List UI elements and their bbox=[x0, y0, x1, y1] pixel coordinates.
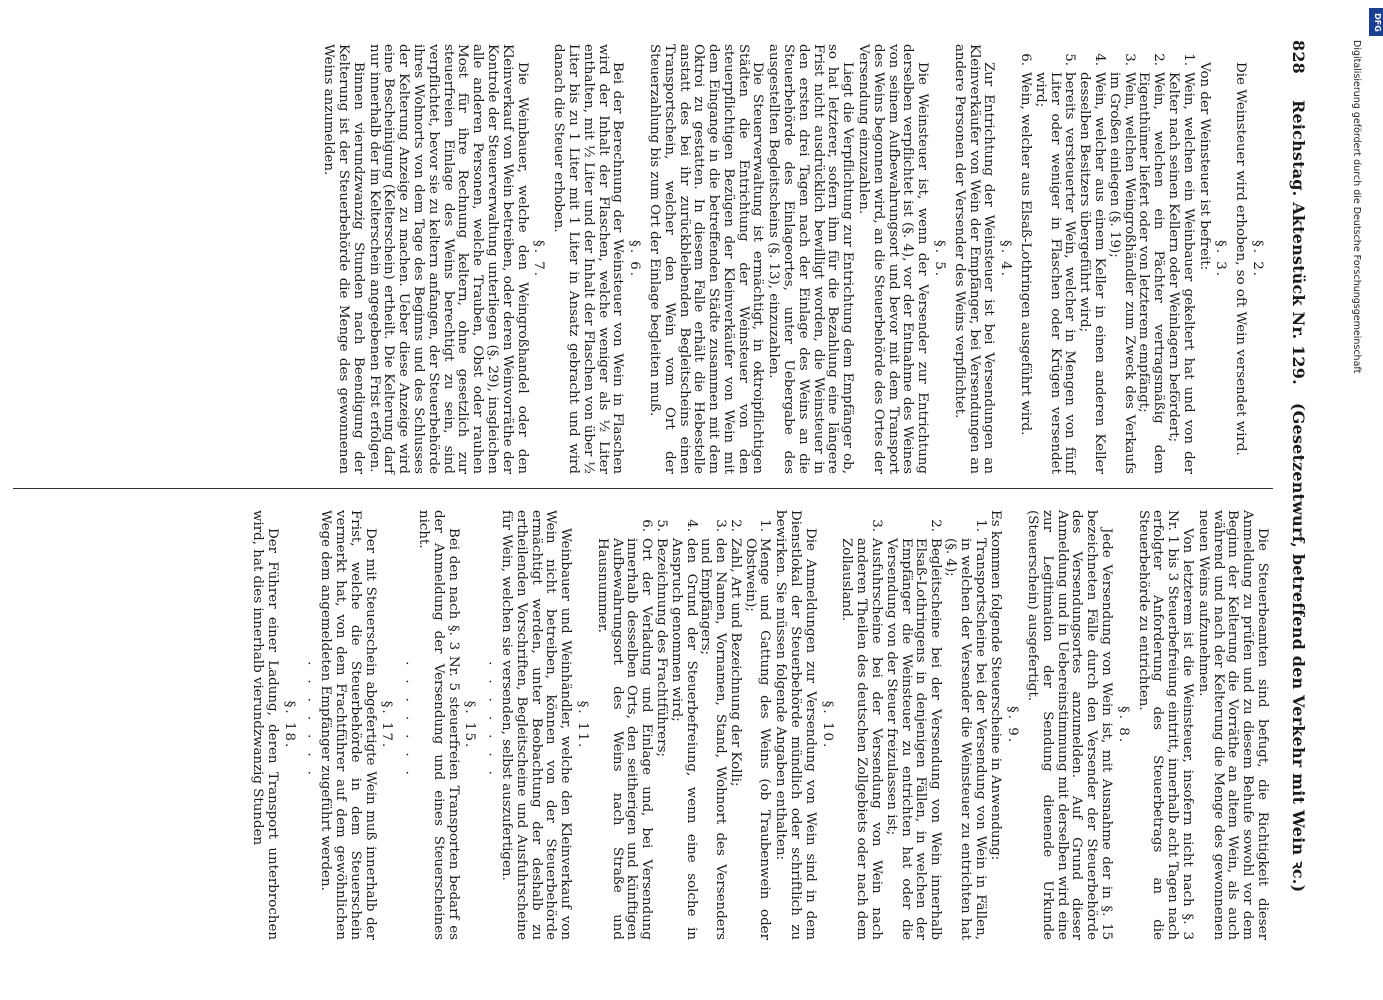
paragraph: Der Führer einer Ladung, deren Transport unterbrochen wird, hat dies innerhalb vierundzwanzig Stunden bbox=[250, 510, 280, 940]
rotated-page bbox=[5, 40, 1308, 960]
section-heading: §. 8. bbox=[1115, 706, 1131, 744]
section-heading: §. 7. bbox=[531, 240, 547, 278]
section-heading: §. 15. bbox=[462, 700, 478, 750]
section-heading: §. 17. bbox=[379, 700, 395, 750]
paragraph: Die Steuerverwaltung ist ermächtigt, in oktroipflichtigen Städten die Entrichtung der Weinsteuer von den steuerpflichtigen Bezügen der Kleinverkäufer von Wein mit dem Eingange in die betreffenden Städte zusammen mit dem Oktroi zu gestatten. In diesem Falle erhält die Hebestelle anstatt des bei ihr zurückbleibenden Begleitscheins einen Transportschein, welcher den Wein vom Ort der Steuerzahlung bis zum Ort der Einlage begleiten muß. bbox=[646, 44, 766, 474]
running-head bbox=[1281, 40, 1308, 960]
paragraph: Die Weinbauer, welche den Weingroßhandel oder den Kleinverkauf von Wein betreiben, oder deren Weinvorräthe der Kontrole der Steuerverwaltung unterliegen (§. 29), insgleichen alle anderen Personen, welche Trauben, Obst oder rauhen Most für ihre Rechnung keltern, ohne gesetzlich zur steuerfreien Einlage des Weins berechtigt zu sein, sind verpflichtet, bevor sie zu keltern anfangen, der Steuerbehörde ihres Wohnorts von dem Tage des Beginns und des Schlusses der Kelterung Anzeige zu machen. Ueber diese Anzeige wird eine Bescheinigung (Kelterschein) ertheilt. Die Kelterung darf nur innerhalb der im Kelterschein angegebenen Frist erfolgen. bbox=[366, 44, 530, 474]
list-item: 3. Ausfuhrscheine bei der Versendung von Wein nach anderen Theilen des deutschen Zollgebiets oder nach dem Zollausland. bbox=[839, 519, 885, 940]
paragraph: Weinbauer und Weinhändler, welche den Kleinverkauf von Wein nicht betreiben, können von der Steuerbehörde ermächtigt werden, unter Beobachtung der deshalb zu ertheilenden Vorschriften, Begleitscheine und Ausfuhrscheine für Wein, welchen sie versenden, selbst auszufertigen. bbox=[498, 510, 574, 940]
section-heading: §. 10. bbox=[819, 700, 835, 750]
omission-dots: ······· bbox=[301, 661, 317, 789]
list-item: 1. Transportscheine bei der Versendung von Wein in Fällen, in welchen der Versender die Weinsteuer zu entrichten hat (§. 4); bbox=[943, 519, 988, 940]
list-item: 6. Ort der Verladung und Einlage und, bei Versendung innerhalb desselben Orts, den seitherigen und künftigen Aufbewahrungsort des Weins nach Straße und Hausnummer. bbox=[594, 519, 655, 940]
list-item: 1. Menge und Gattung des Weins (ob Traubenwein oder Obstwein); bbox=[742, 519, 773, 940]
paragraph: Liegt die Verpflichtung zur Entrichtung dem Empfänger ob, so hat letzterer, sofern ihm für die Bezahlung eine längere Frist nicht ausdrücklich bewilligt worden, die Weinsteuer in den ersten drei Tagen nach der Einlage des Weins an die Steuerbehörde des Einlageortes, unter Uebergabe des ausgestellten Begleitscheins (§. 13), einzuzahlen. bbox=[766, 44, 856, 474]
right-column bbox=[248, 510, 1269, 940]
page-title: (Gesetzentwurf, betreffend den Verkehr mit Wein ꝛc.) bbox=[1289, 402, 1308, 893]
list-item: 1. Wein, welchen ein Weinbauer gekeltert hat und von der Kelter nach seinen Kellern oder Weinlagern befördert; bbox=[1166, 53, 1196, 474]
certificate-list bbox=[839, 510, 987, 940]
section-heading: §. 6. bbox=[627, 240, 643, 278]
paragraph: Bei der Berechnung der Weinsteuer von Wein in Flaschen wird der Inhalt der Flaschen, welche weniger als ½ Liter enthalten, mit ½ Liter und der Inhalt der Flaschen von über ½ Liter bis zu 1 Liter mit 1 Liter in Ansatz gebracht und wird danach die Steuer erhoben. bbox=[551, 44, 626, 474]
section-heading: §. 9. bbox=[1005, 706, 1021, 744]
list-item: 3. den Namen, Vornamen, Stand, Wohnort des Versenders und Empfängers; bbox=[698, 519, 729, 940]
paragraph: Von der Weinsteuer ist befreit: bbox=[1196, 62, 1212, 271]
section-heading: §. 2. bbox=[1250, 240, 1265, 278]
paragraph: Von letzterem ist die Weinsteuer, insofern nicht nach §. 3 Nr. 1 bis 3 Steuerbefreiung eintritt, innerhalb acht Tagen nach erfolgter Anforderung des Steuerbetrags an die Steuerbehörde zu entrichten. bbox=[1135, 510, 1196, 940]
list-item: 5. Bezeichnung des Frachtführers; bbox=[653, 519, 669, 757]
declaration-list bbox=[594, 510, 772, 940]
paragraph: Der mit Steuerschein abgefertigte Wein muß innerhalb der Frist, welche die Steuerbehörde in dem Steuerschein vermerkt hat, von dem Frachtführer auf dem gewöhnlichen Wege dem angemeldeten Empfänger zugeführt werden. bbox=[318, 510, 378, 940]
exemption-list bbox=[1017, 44, 1195, 474]
section-heading: §. 4. bbox=[998, 240, 1014, 278]
omission-dots: ······· bbox=[482, 661, 498, 789]
paragraph: Bei den nach §. 3 Nr. 5 steuerfreien Transporten bedarf es der Anmeldung der Versendung und eines Steuerscheines nicht. bbox=[415, 510, 461, 940]
paragraph: Die Anmeldungen zur Versendung von Wein sind in dem Dienstlokal der Steuerbehörde mündlich oder schriftlich zu bewirken. Sie müssen folgende Angaben enthalten: bbox=[773, 510, 818, 940]
list-item: 2. Zahl, Art und Bezeichnung der Kolli; bbox=[727, 519, 743, 787]
section-heading: §. 11. bbox=[574, 700, 590, 750]
list-item: 2. Begleitscheine bei der Versendung von Wein innerhalb Elsaß-Lothringens in denjenigen Fällen, in welchen der Empfänger die Weinsteuer zu entrichten hat oder die Versendung von der Steuer freizulassen ist; bbox=[883, 519, 944, 940]
list-item: 3. Wein, welchen Weingroßhändler zum Zweck des Verkaufs im Großen einlegen (§. 19); bbox=[1106, 53, 1137, 474]
column-divider bbox=[13, 488, 1273, 489]
list-item: 4. den Grund der Steuerbefreiung, wenn eine solche in Anspruch genommen wird; bbox=[668, 519, 699, 940]
dfg-logo: DFG bbox=[1369, 8, 1383, 36]
paragraph: Die Steuerbeamten sind befugt, die Richtigkeit dieser Anmeldung zu prüfen und zu diesem Behufe sowohl vor dem Beginn der Kelterung die Vorräthe an altem Wein, als auch während und nach der Kelterung die Menge des gewonnenen neuen Weins aufzunehmen. bbox=[1195, 510, 1270, 940]
paragraph: Zur Entrichtung der Weinsteuer ist bei Versendungen an Kleinverkäufer von Wein der Empfänger, bei Versendungen an andere Personen der Versender des Weins verpflichtet. bbox=[951, 44, 997, 474]
paragraph: Binnen vierundzwanzig Stunden nach Beendigung der Kelterung ist der Steuerbehörde die Menge des gewonnenen Weins anzumelden. bbox=[321, 44, 366, 474]
section-heading: §. 5. bbox=[932, 240, 948, 278]
list-item: 4. Wein, welcher aus einem Keller in einen anderen Keller desselben Besitzers übergeführt wird; bbox=[1077, 53, 1108, 474]
running-title: Reichstag. Aktenstück Nr. 129. bbox=[1289, 100, 1308, 385]
paragraph: Die Weinsteuer ist, wenn der Versender zur Entrichtung derselben verpflichtet ist (§. 4), vor der Entnahme des Weines von seinem Aufbewahrungsort und bevor mit dem Transport des Weins begonnen wird, an die Steuerbehörde des Ortes der Versendung einzuzahlen. bbox=[856, 44, 931, 474]
list-item: 6. Wein, welcher aus Elsaß-Lothringen ausgeführt wird. bbox=[1018, 53, 1034, 436]
list-item: 2. Wein, welchen ein Pächter vertragsmäßig dem Eigenthümer liefert oder von letzterem empfängt; bbox=[1136, 53, 1167, 474]
digitization-note: Digitalisierung gefördert durch die Deutsche Forschungsgemeinschaft bbox=[1351, 40, 1362, 374]
section-heading: §. 18. bbox=[281, 700, 297, 750]
omission-dots: ······· bbox=[399, 661, 415, 789]
list-item: 5. bereits versteuerter Wein, welcher in Mengen von fünf Liter oder weniger in Flaschen oder Krügen versendet wird; bbox=[1032, 53, 1078, 474]
paragraph: Die Weinsteuer wird erhoben, so oft Wein versendet wird. bbox=[1233, 62, 1249, 456]
left-column bbox=[319, 44, 1269, 474]
paragraph: Es kommen folgende Steuerscheine in Anwendung: bbox=[988, 510, 1004, 861]
paragraph: Jede Versendung von Wein ist, mit Ausnahme der in §. 15 bezeichneten Fälle durch den Versender der Steuerbehörde des Versendungsortes anzumelden. Auf Grund dieser Anmeldung und in Uebereinstimmung mit derselben wird eine zur Legitimation der Sendung dienende Urkunde (Steuerschein) ausgefertigt. bbox=[1025, 510, 1115, 940]
section-heading: §. 3. bbox=[1213, 240, 1229, 278]
page-number: 828 bbox=[1289, 40, 1308, 74]
